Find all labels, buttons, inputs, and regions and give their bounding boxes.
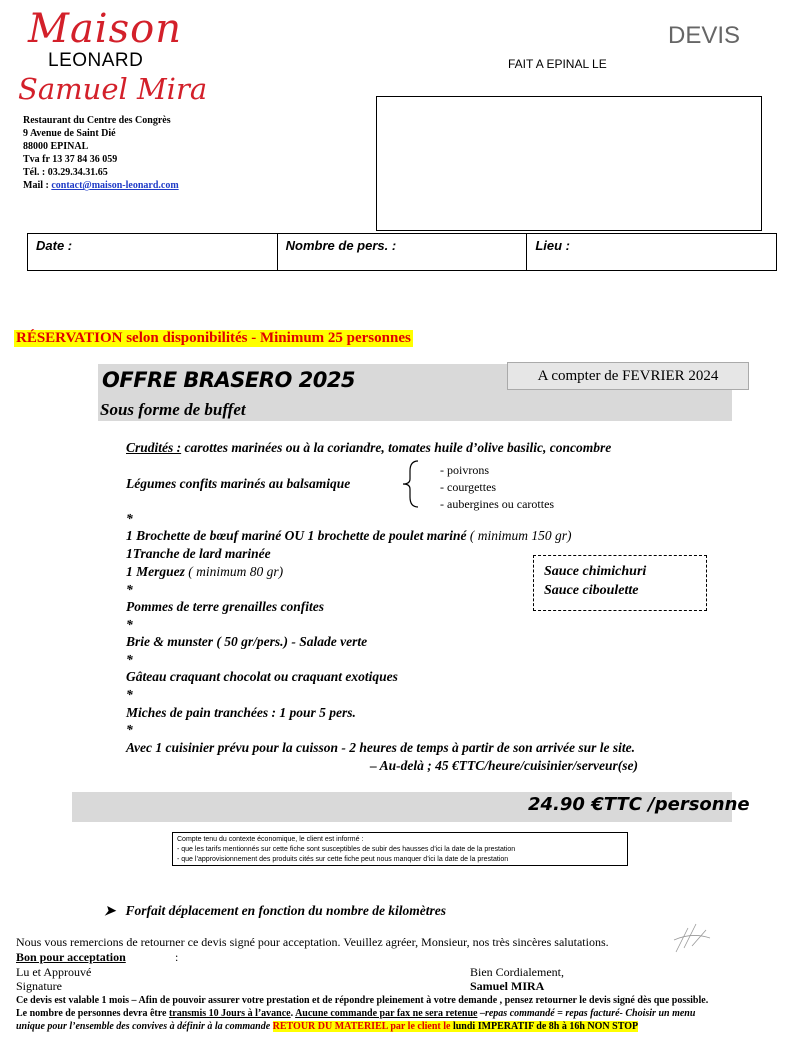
address-block xyxy=(23,114,179,192)
client-address-box[interactable] xyxy=(376,96,762,231)
veg-option: - poivrons xyxy=(440,463,489,477)
crudites-label: Crudités : xyxy=(126,440,182,455)
price-per-person: 24.90 €TTC /personne xyxy=(528,794,750,815)
offer-start-date: A compter de FEVRIER 2024 xyxy=(507,362,749,390)
cond-transmis: transmis 10 Jours à l’avance xyxy=(168,1008,291,1019)
veg-option: - courgettes xyxy=(440,480,497,494)
signatory-name: Samuel MIRA xyxy=(470,979,545,993)
menu-brochette xyxy=(126,528,571,544)
offer-subtitle: Sous forme de buffet xyxy=(100,400,246,419)
cond-part: Ce devis est valable 1 mois – Afin de pouvoir assurer votre prestation et de répondre pleinement à votre demande , pensez retourner le devis signé dès que possible. Le nombre de personnes devra être xyxy=(16,995,709,1019)
menu-au-dela: – Au-delà ; 45 €TTC/heure/cuisinier/serveur(se) xyxy=(370,758,638,773)
separator-star: * xyxy=(126,652,133,667)
arrow-bullet-icon: ➤ xyxy=(104,903,126,918)
separator-star: * xyxy=(126,582,133,597)
merguez-min: ( minimum 80 gr) xyxy=(184,564,284,579)
brochette-text: 1 Brochette de bœuf mariné OU 1 brochette de poulet mariné xyxy=(126,528,467,543)
mail-link[interactable]: contact@maison-leonard.com xyxy=(51,180,179,191)
notice-line: - que les tarifs mentionnés sur cette fiche sont susceptibles de subir des hausses d’ici la date de la prestation xyxy=(177,846,516,853)
read-approved: Lu et Approuvé xyxy=(16,965,92,979)
cond-fax: Aucune commande par fax ne sera retenue xyxy=(295,1008,478,1019)
phone: Tél. : 03.29.34.31.65 xyxy=(23,167,108,178)
menu-brie: Brie & munster ( 50 gr/pers.) - Salade verte xyxy=(126,634,368,649)
notice-line: - que l’approvisionnement des produits cités sur cette fiche peut nous manquer d’ici la date de la prestation xyxy=(177,856,509,863)
separator-star: * xyxy=(126,687,133,702)
menu-legumes: Légumes confits marinés au balsamique xyxy=(126,476,351,491)
menu-gateau: Gâteau craquant chocolat ou craquant exotiques xyxy=(126,669,398,684)
thanks-text: Nous vous remercions de retourner ce devis signé pour acceptation. Veuillez agréer, Monsieur, nos très sincères salutations. xyxy=(16,935,609,949)
brace-icon xyxy=(400,459,422,509)
place-field[interactable]: Lieu : xyxy=(535,238,571,253)
cond-part: . xyxy=(290,1008,296,1019)
mail-label: Mail : xyxy=(23,180,52,191)
cond-lundi: lundi IMPERATIF de 8h à 16h NON STOP xyxy=(452,1021,639,1032)
place-date-label: FAIT A EPINAL LE xyxy=(508,57,607,71)
closing-greeting: Bien Cordialement, xyxy=(470,965,564,979)
veg-options xyxy=(440,462,554,513)
separator-star: * xyxy=(126,617,133,632)
restaurant-name: Restaurant du Centre des Congrès xyxy=(23,115,171,126)
persons-field[interactable]: Nombre de pers. : xyxy=(278,234,528,270)
acceptance-colon: : xyxy=(175,950,179,964)
cond-materiel: RETOUR DU MATERIEL par le client le xyxy=(272,1021,453,1032)
signature-scribble xyxy=(672,918,712,958)
sauce-item: Sauce chimichuri xyxy=(544,564,647,579)
menu-lard: 1Tranche de lard marinée xyxy=(126,546,271,561)
menu-pain: Miches de pain tranchées : 1 pour 5 pers. xyxy=(126,705,356,720)
logo-samuel-mira: Samuel Mira xyxy=(18,72,208,106)
notice-line: Compte tenu du contexte économique, le client est informé : xyxy=(177,836,364,843)
offer-title: OFFRE BRASERO 2025 xyxy=(102,368,356,392)
separator-star: * xyxy=(126,511,133,526)
separator-star: * xyxy=(126,722,133,737)
doc-type-title: DEVIS xyxy=(668,22,741,49)
tva-number: Tva fr 13 37 84 36 059 xyxy=(23,154,118,165)
economic-notice xyxy=(172,832,628,866)
sauce-item: Sauce ciboulette xyxy=(544,583,639,598)
mail-line xyxy=(23,179,179,192)
event-info-table xyxy=(27,233,777,271)
logo-maison: Maison xyxy=(28,6,182,52)
date-field[interactable]: Date : xyxy=(28,234,278,270)
travel-fee-text: Forfait déplacement en fonction du nombre de kilomètres xyxy=(125,903,447,918)
city: 88000 EPINAL xyxy=(23,141,89,152)
acceptance-label: Bon pour acceptation xyxy=(16,950,126,964)
travel-fee-line xyxy=(104,903,446,919)
menu-merguez xyxy=(126,564,283,580)
menu-pommes: Pommes de terre grenailles confites xyxy=(126,599,324,614)
street: 9 Avenue de Saint Dié xyxy=(23,128,116,139)
brochette-min: ( minimum 150 gr) xyxy=(466,528,572,543)
menu-crudites xyxy=(126,440,611,456)
cond-part: –repas commandé = repas facturé- Choisir un menu unique pour l’ensemble des convives à définir à la commande xyxy=(16,1008,696,1032)
signature-label: Signature xyxy=(16,979,62,993)
reservation-banner: RÉSERVATION selon disponibilités - Minimum 25 personnes xyxy=(16,330,411,346)
sauce-box xyxy=(533,555,707,611)
merguez-text: 1 Merguez xyxy=(126,564,185,579)
logo-leonard: LEONARD xyxy=(48,50,144,71)
veg-option: - aubergines ou carottes xyxy=(440,497,555,511)
crudites-text: carottes marinées ou à la coriandre, tomates huile d’olive basilic, concombre xyxy=(181,440,612,455)
conditions-text xyxy=(16,994,716,1033)
menu-cuisinier: Avec 1 cuisinier prévu pour la cuisson - 2 heures de temps à partir de son arrivée sur le site. xyxy=(126,740,636,755)
